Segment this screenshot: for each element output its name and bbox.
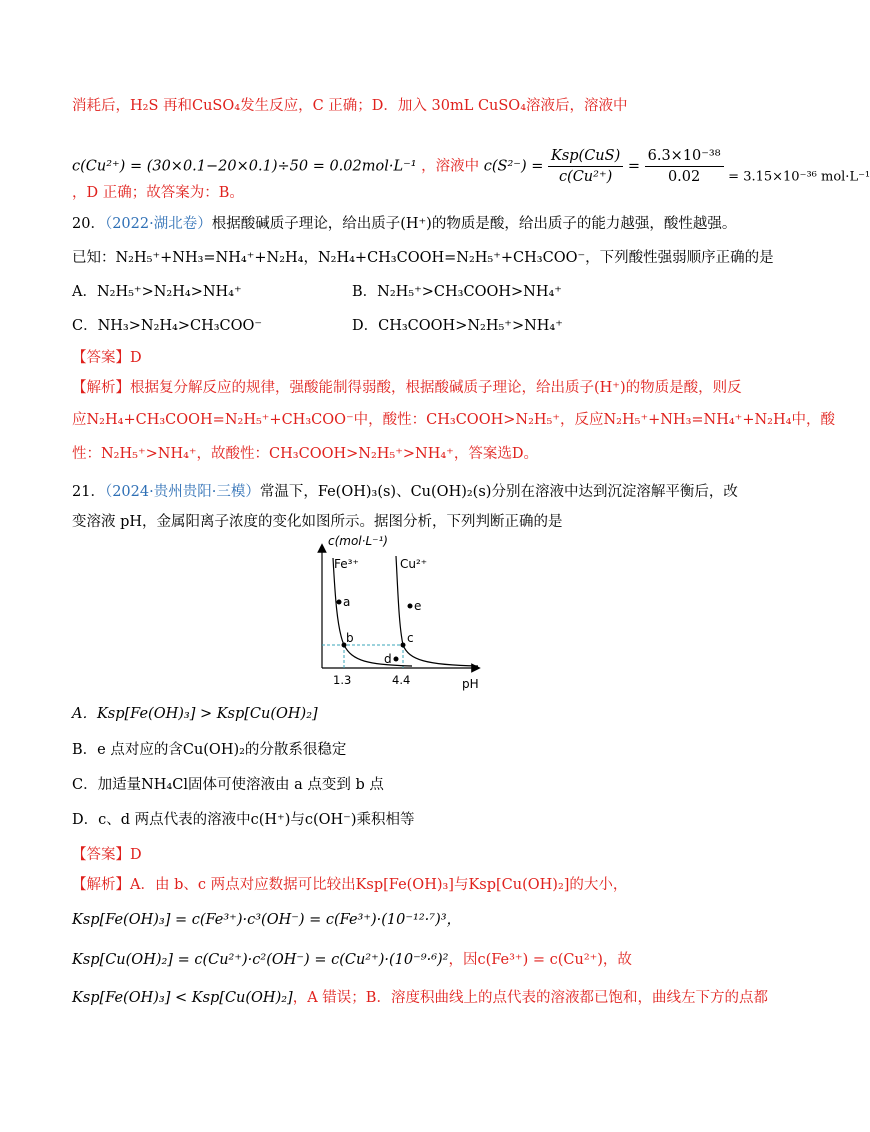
q20-explanation-3: 性：N₂H₅⁺>NH₄⁺，故酸性：CH₃COOH>N₂H₅⁺>NH₄⁺，答案选D。 (72, 446, 538, 462)
cu-curve (396, 556, 478, 666)
prev-s-lhs: c(S²⁻) = (483, 158, 544, 175)
q21-option-c[interactable]: C．加适量NH₄Cl固体可使溶液由 a 点变到 b 点 (72, 777, 384, 793)
fe-series-label: Fe³⁺ (334, 557, 359, 571)
point-e (408, 604, 413, 609)
point-c (401, 643, 406, 648)
point-c-label: c (407, 631, 414, 645)
q21-explanation-2: Ksp[Fe(OH)₃] = c(Fe³⁺)·c³(OH⁻) = c(Fe³⁺)·(10⁻¹²·⁷)³， (72, 912, 462, 928)
point-a-label: a (343, 595, 351, 609)
ksp-fraction: $\frac{\text{Ksp(CuS)}}{\text{c(Cu²⁺)}}$ (548, 146, 623, 187)
q21-explanation-4: Ksp[Fe(OH)₃] < Ksp[Cu(OH)₂]，A 错误；B．溶度积曲线上的点代表的溶液都已饱和，曲线左下方的点都 (72, 990, 768, 1006)
tick-4-4: 4.4 (392, 673, 411, 687)
prev-cu-eq: c(Cu²⁺) = (30×0.1−20×0.1)÷50 = 0.02mol·L⁻¹ (72, 158, 417, 175)
q21-stem-1: 21．（2024·贵州贵阳·三模）常温下，Fe(OH)₃(s)、Cu(OH)₂(s)分别在溶液中达到沉淀溶解平衡后，改 (72, 484, 738, 500)
q21-option-d[interactable]: D．c、d 两点代表的溶液中c(H⁺)与c(OH⁻)乘积相等 (72, 812, 415, 828)
q20-stem-1: 20．（2022·湖北卷）根据酸碱质子理论，给出质子(H⁺)的物质是酸，给出质子的能力越强，酸性越强。 (72, 216, 737, 232)
q21-stem-2: 变溶液 pH，金属阳离子浓度的变化如图所示。据图分析，下列判断正确的是 (72, 514, 563, 530)
q20-stem-2: 已知：N₂H₅⁺+NH₃=NH₄⁺+N₂H₄，N₂H₄+CH₃COOH=N₂H₅⁺+CH₃COO⁻，下列酸性强弱顺序正确的是 (72, 250, 774, 266)
point-a (337, 600, 342, 605)
prev-result: = 3.15×10⁻³⁶ mol·L⁻¹ (728, 169, 870, 185)
value-fraction: $\frac{\text{6.3×10⁻³⁸}}{0.02}$ (645, 146, 724, 187)
tick-1-3: 1.3 (333, 673, 352, 687)
q21-explanation-1: 【解析】A．由 b、c 两点对应数据可比较出Ksp[Fe(OH)₃]与Ksp[Cu(OH)₂]的大小， (72, 877, 628, 893)
q21-explanation-3: Ksp[Cu(OH)₂] = c(Cu²⁺)·c²(OH⁻) = c(Cu²⁺)·(10⁻⁹·⁶)²，因c(Fe³⁺) = c(Cu²⁺)，故 (72, 952, 632, 968)
point-d-label: d (384, 652, 392, 666)
q21-option-b[interactable]: B．e 点对应的含Cu(OH)₂的分散系很稳定 (72, 742, 347, 758)
q20-explanation-1: 【解析】根据复分解反应的规律，强酸能制得弱酸，根据酸碱质子理论，给出质子(H⁺)的物质是酸，则反 (72, 380, 742, 396)
x-axis-label: pH (462, 677, 479, 691)
cu-series-label: Cu²⁺ (400, 557, 428, 571)
solubility-chart (300, 534, 490, 694)
point-d (394, 657, 399, 662)
fe-curve (333, 558, 412, 666)
q20-option-b[interactable]: B．N₂H₅⁺>CH₃COOH>NH₄⁺ (352, 284, 562, 300)
q20-explanation-2: 应N₂H₄+CH₃COOH=N₂H₅⁺+CH₃COO⁻中，酸性：CH₃COOH>N₂H₅⁺，反应N₂H₅⁺+NH₃=NH₄⁺+N₂H₄中，酸 (72, 412, 835, 428)
prev-line-3: ，D 正确；故答案为：B。 (72, 185, 244, 201)
q21-option-a[interactable]: A．Ksp[Fe(OH)₃] > Ksp[Cu(OH)₂] (72, 706, 318, 722)
q20-option-a[interactable]: A．N₂H₅⁺>N₂H₄>NH₄⁺ (72, 284, 242, 300)
q20-option-d[interactable]: D．CH₃COOH>N₂H₅⁺>NH₄⁺ (352, 318, 563, 334)
prev-mid: ，溶液中 (421, 158, 480, 175)
y-axis-label: c(mol·L⁻¹) (328, 534, 388, 548)
q20-source: （2022·湖北卷） (104, 216, 212, 232)
point-e-label: e (414, 599, 422, 613)
prev-line-2: c(Cu²⁺) = (30×0.1−20×0.1)÷50 = 0.02mol·L⁻¹ ，溶液中 c(S²⁻) = $\frac{\text{Ksp(CuS)}}{\text{c(Cu²⁺)}}$ = $\frac{\text{6.3×10⁻³⁸}}{0.02}$ = 3.15×10⁻³⁶ mol·L⁻¹ (72, 148, 870, 185)
q21-source: （2024·贵州贵阳·三模） (104, 484, 260, 500)
point-b-label: b (346, 631, 354, 645)
q21-answer: 【答案】D (72, 847, 142, 863)
prev-line-1: 消耗后，H₂S 再和CuSO₄发生反应，C 正确；D．加入 30mL CuSO₄溶液后，溶液中 (72, 98, 628, 114)
q20-option-c[interactable]: C．NH₃>N₂H₄>CH₃COO⁻ (72, 318, 263, 334)
q20-answer: 【答案】D (72, 350, 142, 366)
